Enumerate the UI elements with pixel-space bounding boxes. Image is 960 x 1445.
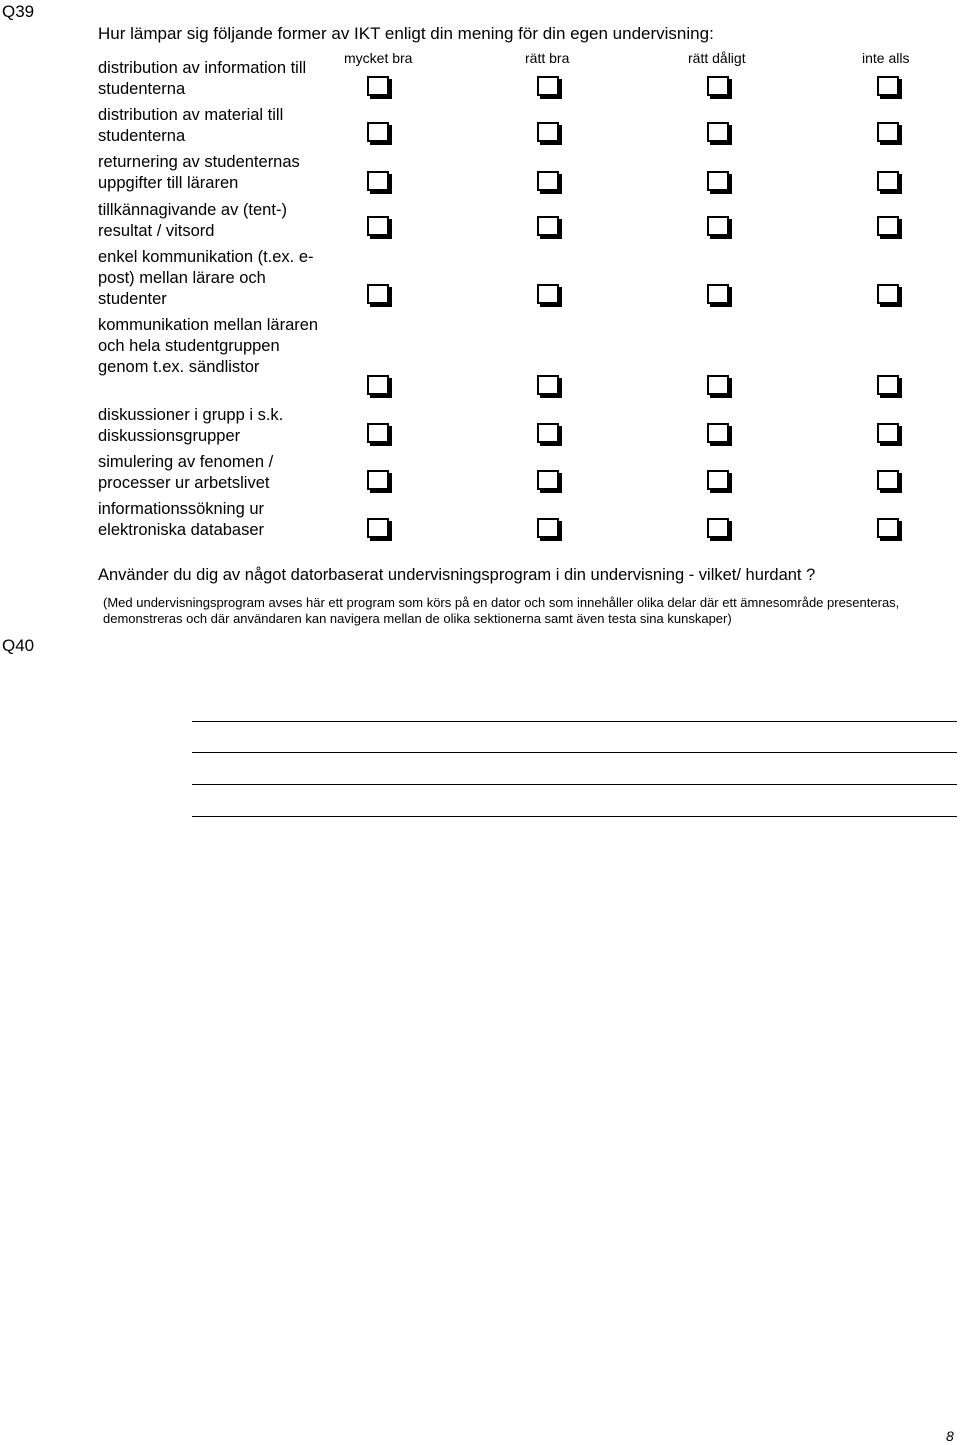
row-label-9: informationssökning ur elektroniska databaser (98, 500, 265, 539)
row-label-2: distribution av material till studenterna (98, 106, 284, 145)
checkbox-row7-ratt-bra[interactable] (537, 423, 559, 443)
row-label-8: simulering av fenomen / processer ur arbetslivet (98, 453, 274, 492)
checkbox-row6-mycket-bra[interactable] (367, 375, 389, 395)
checkbox-row1-mycket-bra[interactable] (367, 76, 389, 96)
checkbox-row3-ratt-daligt[interactable] (707, 171, 729, 191)
checkbox-row4-inte-alls[interactable] (877, 216, 899, 236)
row-label-4: tillkännagivande av (tent-) resultat / vitsord (98, 201, 287, 240)
checkbox-row5-ratt-daligt[interactable] (707, 284, 729, 304)
page-number: 8 (946, 1428, 954, 1444)
checkbox-row4-mycket-bra[interactable] (367, 216, 389, 236)
question-title-q39: Hur lämpar sig följande former av IKT enligt din mening för din egen undervisning: (98, 24, 714, 43)
checkbox-row6-ratt-daligt[interactable] (707, 375, 729, 395)
checkbox-row9-mycket-bra[interactable] (367, 518, 389, 538)
checkbox-row1-inte-alls[interactable] (877, 76, 899, 96)
checkbox-row4-ratt-daligt[interactable] (707, 216, 729, 236)
checkbox-row7-mycket-bra[interactable] (367, 423, 389, 443)
answer-line-4[interactable] (192, 816, 957, 817)
checkbox-row4-ratt-bra[interactable] (537, 216, 559, 236)
checkbox-row9-ratt-bra[interactable] (537, 518, 559, 538)
checkbox-row3-inte-alls[interactable] (877, 171, 899, 191)
checkbox-row8-mycket-bra[interactable] (367, 470, 389, 490)
question-text-q40: Använder du dig av något datorbaserat undervisningsprogram i din undervisning - vilket/ hurdant ? (98, 566, 816, 584)
row-label-3: returnering av studenternas uppgifter till läraren (98, 153, 300, 192)
answer-line-3[interactable] (192, 784, 957, 785)
column-header-mycket-bra: mycket bra (344, 50, 413, 66)
checkbox-row2-inte-alls[interactable] (877, 122, 899, 142)
checkbox-row2-mycket-bra[interactable] (367, 122, 389, 142)
checkbox-row6-inte-alls[interactable] (877, 375, 899, 395)
checkbox-row5-mycket-bra[interactable] (367, 284, 389, 304)
checkbox-row8-ratt-daligt[interactable] (707, 470, 729, 490)
checkbox-row7-inte-alls[interactable] (877, 423, 899, 443)
column-header-inte-alls: inte alls (862, 50, 910, 66)
row-label-6: kommunikation mellan läraren och hela studentgruppen genom t.ex. sändlistor (98, 316, 319, 376)
checkbox-row9-inte-alls[interactable] (877, 518, 899, 538)
checkbox-row2-ratt-bra[interactable] (537, 122, 559, 142)
checkbox-row8-inte-alls[interactable] (877, 470, 899, 490)
question-note-q40: (Med undervisningsprogram avses här ett program som körs på en dator och som innehåller olika delar där ett ämnesområde presenteras, demonstreras och där användaren kan navigera mellan de olika sektionerna samt även testa sina kunskaper) (103, 595, 900, 626)
checkbox-row2-ratt-daligt[interactable] (707, 122, 729, 142)
checkbox-row5-inte-alls[interactable] (877, 284, 899, 304)
column-header-ratt-bra: rätt bra (525, 50, 570, 66)
answer-line-2[interactable] (192, 752, 957, 753)
checkbox-row8-ratt-bra[interactable] (537, 470, 559, 490)
row-label-7: diskussioner i grupp i s.k. diskussionsgrupper (98, 406, 284, 445)
checkbox-row3-ratt-bra[interactable] (537, 171, 559, 191)
checkbox-row5-ratt-bra[interactable] (537, 284, 559, 304)
column-header-ratt-daligt: rätt dåligt (688, 50, 746, 66)
question-number-q39: Q39 (2, 2, 35, 21)
checkbox-row3-mycket-bra[interactable] (367, 171, 389, 191)
checkbox-row6-ratt-bra[interactable] (537, 375, 559, 395)
checkbox-row9-ratt-daligt[interactable] (707, 518, 729, 538)
checkbox-row7-ratt-daligt[interactable] (707, 423, 729, 443)
answer-line-1[interactable] (192, 721, 957, 722)
question-number-q40: Q40 (2, 636, 35, 655)
row-label-5: enkel kommunikation (t.ex. e-post) mellan lärare och studenter (98, 248, 314, 308)
row-label-1: distribution av information till studenterna (98, 59, 307, 98)
checkbox-row1-ratt-bra[interactable] (537, 76, 559, 96)
checkbox-row1-ratt-daligt[interactable] (707, 76, 729, 96)
